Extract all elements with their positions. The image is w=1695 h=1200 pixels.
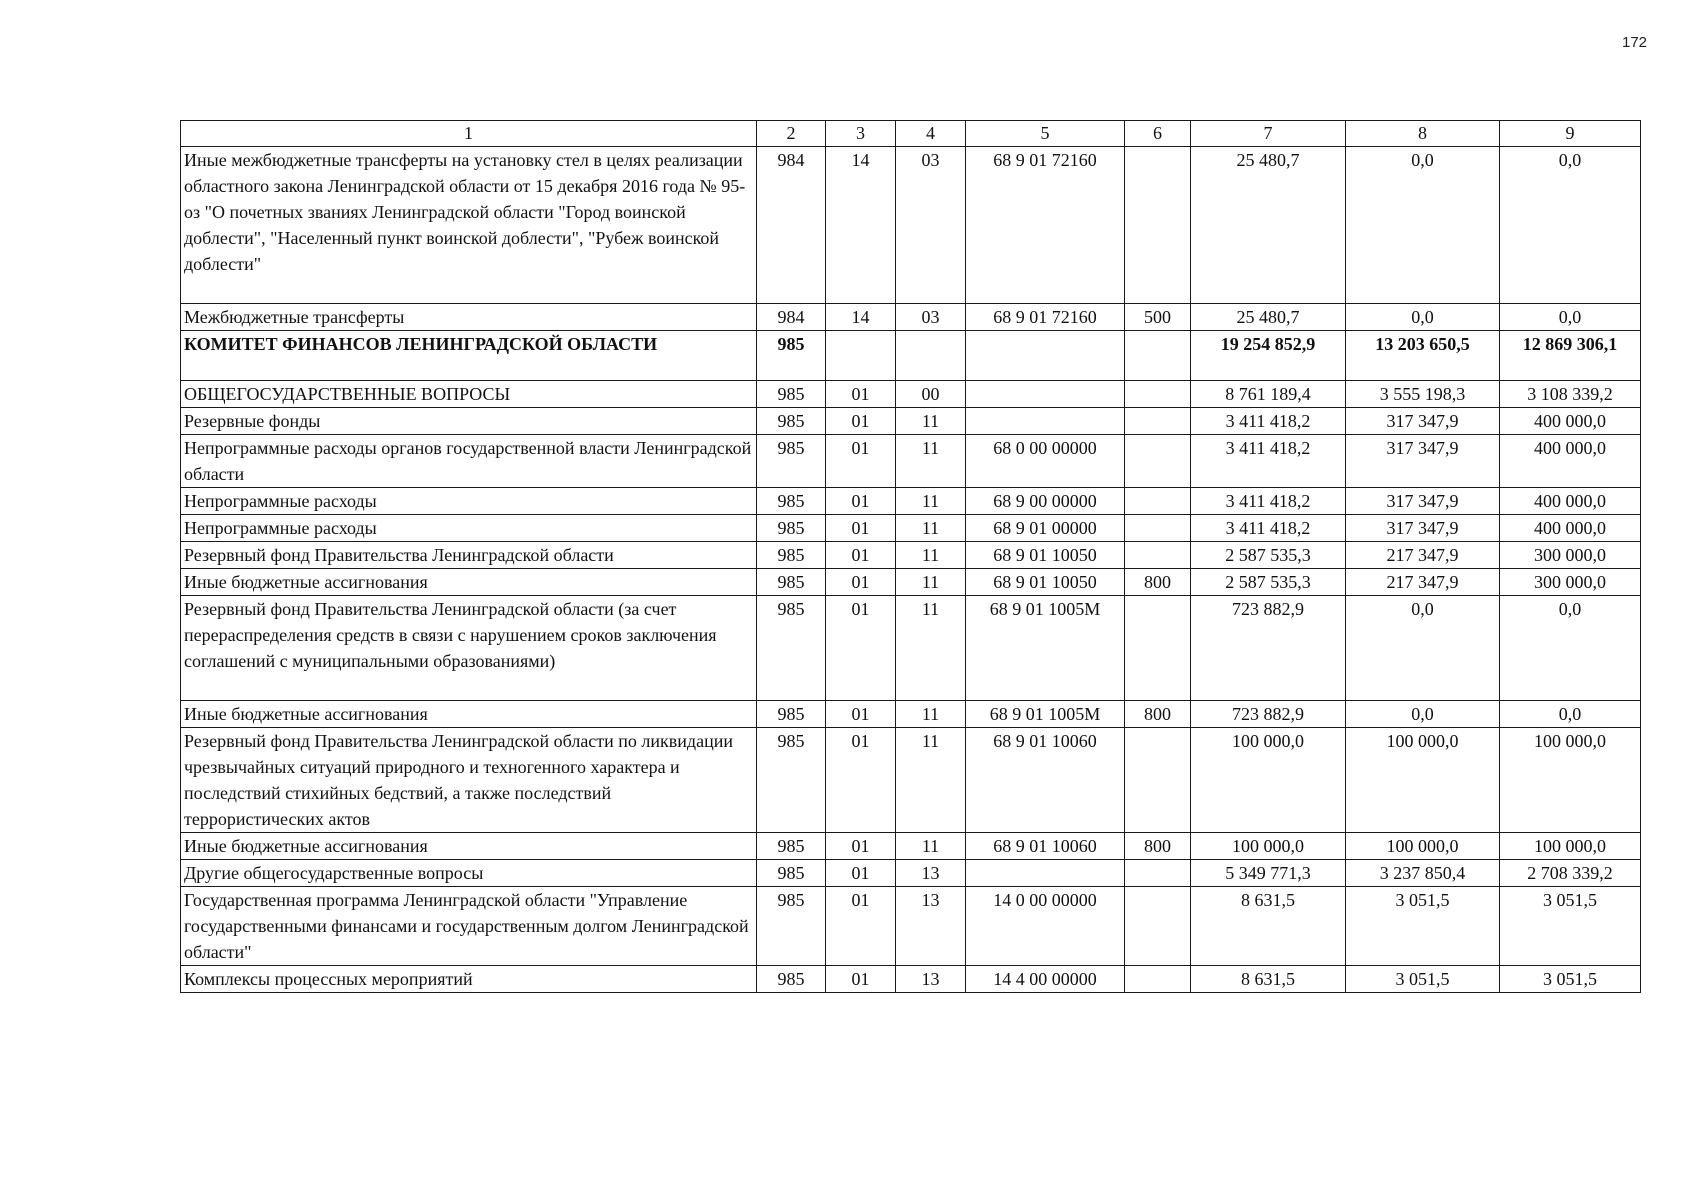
- row-amount-year1-cell: 25 480,7: [1191, 147, 1346, 304]
- row-amount-year1-cell: 8 761 189,4: [1191, 381, 1346, 408]
- row-target-article-cell: [966, 860, 1125, 887]
- table-row: [181, 515, 1641, 542]
- row-amount-year2-cell: 0,0: [1346, 701, 1500, 728]
- row-section-cell: 01: [826, 728, 896, 833]
- row-amount-year3-cell: 0,0: [1500, 701, 1641, 728]
- row-expense-type-cell: [1125, 435, 1191, 488]
- row-target-article-cell: 68 9 01 10050: [966, 542, 1125, 569]
- row-grbs-cell: 984: [757, 304, 826, 331]
- row-amount-year3-cell: 100 000,0: [1500, 833, 1641, 860]
- row-subsection-cell: 13: [896, 860, 966, 887]
- row-amount-year1-cell: 723 882,9: [1191, 701, 1346, 728]
- row-grbs-cell: 985: [757, 860, 826, 887]
- row-section-cell: 01: [826, 966, 896, 993]
- row-amount-year2-cell: 3 555 198,3: [1346, 381, 1500, 408]
- row-subsection-cell: 13: [896, 966, 966, 993]
- row-grbs-cell: 985: [757, 887, 826, 966]
- row-name-cell: ОБЩЕГОСУДАРСТВЕННЫЕ ВОПРОСЫ: [181, 381, 757, 408]
- row-target-article-cell: 68 9 01 10060: [966, 833, 1125, 860]
- row-grbs-cell: 985: [757, 408, 826, 435]
- row-section-cell: 01: [826, 435, 896, 488]
- row-amount-year3-cell: 3 051,5: [1500, 966, 1641, 993]
- row-amount-year3-cell: 0,0: [1500, 596, 1641, 701]
- table-row: [181, 701, 1641, 728]
- row-amount-year2-cell: 0,0: [1346, 596, 1500, 701]
- table-row: [181, 966, 1641, 993]
- row-name-cell: Резервные фонды: [181, 408, 757, 435]
- row-amount-year1-cell: 2 587 535,3: [1191, 542, 1346, 569]
- row-subsection-cell: 11: [896, 569, 966, 596]
- row-section-cell: 01: [826, 542, 896, 569]
- table-row: [181, 728, 1641, 833]
- row-amount-year3-cell: 0,0: [1500, 147, 1641, 304]
- table-row: [181, 860, 1641, 887]
- row-expense-type-cell: 500: [1125, 304, 1191, 331]
- row-subsection-cell: 03: [896, 304, 966, 331]
- row-amount-year1-cell: 100 000,0: [1191, 728, 1346, 833]
- row-name-cell: Иные бюджетные ассигнования: [181, 569, 757, 596]
- row-grbs-cell: 985: [757, 542, 826, 569]
- row-expense-type-cell: [1125, 515, 1191, 542]
- row-target-article-cell: 14 0 00 00000: [966, 887, 1125, 966]
- row-subsection-cell: 11: [896, 515, 966, 542]
- row-grbs-cell: 985: [757, 701, 826, 728]
- row-target-article-cell: 68 9 01 00000: [966, 515, 1125, 542]
- header-cell: 9: [1500, 121, 1641, 147]
- table-row: [181, 147, 1641, 304]
- row-section-cell: 14: [826, 147, 896, 304]
- table-row: [181, 833, 1641, 860]
- row-amount-year3-cell: 2 708 339,2: [1500, 860, 1641, 887]
- row-section-cell: 01: [826, 515, 896, 542]
- row-grbs-cell: 985: [757, 728, 826, 833]
- row-section-cell: 01: [826, 701, 896, 728]
- row-name-cell: Комплексы процессных мероприятий: [181, 966, 757, 993]
- row-grbs-cell: 985: [757, 515, 826, 542]
- row-target-article-cell: 68 9 01 10060: [966, 728, 1125, 833]
- row-target-article-cell: [966, 408, 1125, 435]
- row-section-cell: 01: [826, 596, 896, 701]
- row-expense-type-cell: [1125, 381, 1191, 408]
- row-amount-year1-cell: 3 411 418,2: [1191, 515, 1346, 542]
- row-expense-type-cell: [1125, 147, 1191, 304]
- header-cell: 8: [1346, 121, 1500, 147]
- row-name-cell: Резервный фонд Правительства Ленинградской области по ликвидации чрезвычайных ситуаций природного и техногенного характера и последствий стихийных бедствий, а также последствий террористических актов: [181, 728, 757, 833]
- row-target-article-cell: 68 9 01 1005М: [966, 701, 1125, 728]
- row-name-cell: Непрограммные расходы: [181, 515, 757, 542]
- row-name-cell: Непрограммные расходы органов государственной власти Ленинградской области: [181, 435, 757, 488]
- row-name-cell: Другие общегосударственные вопросы: [181, 860, 757, 887]
- row-section-cell: 01: [826, 569, 896, 596]
- row-amount-year2-cell: 317 347,9: [1346, 488, 1500, 515]
- header-row: [181, 121, 1641, 147]
- row-amount-year3-cell: 0,0: [1500, 304, 1641, 331]
- row-expense-type-cell: 800: [1125, 833, 1191, 860]
- row-subsection-cell: 13: [896, 887, 966, 966]
- table-row: [181, 304, 1641, 331]
- row-amount-year3-cell: 400 000,0: [1500, 515, 1641, 542]
- row-amount-year2-cell: 317 347,9: [1346, 515, 1500, 542]
- row-subsection-cell: 00: [896, 381, 966, 408]
- row-section-cell: 01: [826, 408, 896, 435]
- row-grbs-cell: 985: [757, 331, 826, 381]
- row-expense-type-cell: 800: [1125, 569, 1191, 596]
- row-name-cell: КОМИТЕТ ФИНАНСОВ ЛЕНИНГРАДСКОЙ ОБЛАСТИ: [181, 331, 757, 381]
- row-expense-type-cell: [1125, 488, 1191, 515]
- row-section-cell: 01: [826, 381, 896, 408]
- row-amount-year2-cell: 100 000,0: [1346, 728, 1500, 833]
- row-amount-year3-cell: 400 000,0: [1500, 435, 1641, 488]
- row-amount-year2-cell: 3 051,5: [1346, 966, 1500, 993]
- row-amount-year3-cell: 12 869 306,1: [1500, 331, 1641, 381]
- row-amount-year3-cell: 400 000,0: [1500, 408, 1641, 435]
- row-expense-type-cell: [1125, 728, 1191, 833]
- row-grbs-cell: 984: [757, 147, 826, 304]
- header-cell: 7: [1191, 121, 1346, 147]
- table-row: [181, 331, 1641, 381]
- row-name-cell: Иные бюджетные ассигнования: [181, 701, 757, 728]
- table-row: [181, 488, 1641, 515]
- row-subsection-cell: 11: [896, 488, 966, 515]
- table-row: [181, 887, 1641, 966]
- row-amount-year2-cell: 217 347,9: [1346, 569, 1500, 596]
- row-expense-type-cell: [1125, 331, 1191, 381]
- row-name-cell: Государственная программа Ленинградской области "Управление государственными финансами и государственным долгом Ленинградской области": [181, 887, 757, 966]
- table-body: [181, 147, 1641, 993]
- row-section-cell: 01: [826, 488, 896, 515]
- table-row: [181, 381, 1641, 408]
- row-amount-year3-cell: 300 000,0: [1500, 569, 1641, 596]
- row-amount-year3-cell: 400 000,0: [1500, 488, 1641, 515]
- header-cell: 5: [966, 121, 1125, 147]
- table-row: [181, 569, 1641, 596]
- header-cell: 1: [181, 121, 757, 147]
- row-expense-type-cell: [1125, 887, 1191, 966]
- row-subsection-cell: 11: [896, 408, 966, 435]
- row-amount-year2-cell: 3 237 850,4: [1346, 860, 1500, 887]
- row-target-article-cell: 68 9 01 1005М: [966, 596, 1125, 701]
- row-amount-year1-cell: 8 631,5: [1191, 887, 1346, 966]
- row-expense-type-cell: [1125, 596, 1191, 701]
- row-name-cell: Иные межбюджетные трансферты на установку стел в целях реализации областного закона Ленинградской области от 15 декабря 2016 года № 95-оз "О почетных званиях Ленинградской области "Город воинской доблести", "Населенный пункт воинской доблести", "Рубеж воинской доблести": [181, 147, 757, 304]
- row-name-cell: Иные бюджетные ассигнования: [181, 833, 757, 860]
- row-amount-year1-cell: 8 631,5: [1191, 966, 1346, 993]
- row-amount-year2-cell: 3 051,5: [1346, 887, 1500, 966]
- row-expense-type-cell: [1125, 408, 1191, 435]
- row-target-article-cell: [966, 381, 1125, 408]
- row-amount-year1-cell: 723 882,9: [1191, 596, 1346, 701]
- row-amount-year2-cell: 0,0: [1346, 147, 1500, 304]
- table-row: [181, 408, 1641, 435]
- row-name-cell: Межбюджетные трансферты: [181, 304, 757, 331]
- row-amount-year1-cell: 3 411 418,2: [1191, 488, 1346, 515]
- table-row: [181, 542, 1641, 569]
- row-target-article-cell: [966, 331, 1125, 381]
- header-cell: 6: [1125, 121, 1191, 147]
- row-subsection-cell: [896, 331, 966, 381]
- row-grbs-cell: 985: [757, 569, 826, 596]
- row-grbs-cell: 985: [757, 488, 826, 515]
- row-expense-type-cell: [1125, 542, 1191, 569]
- row-grbs-cell: 985: [757, 381, 826, 408]
- row-section-cell: [826, 331, 896, 381]
- row-amount-year2-cell: 100 000,0: [1346, 833, 1500, 860]
- row-target-article-cell: 14 4 00 00000: [966, 966, 1125, 993]
- row-amount-year1-cell: 2 587 535,3: [1191, 569, 1346, 596]
- row-grbs-cell: 985: [757, 833, 826, 860]
- row-amount-year2-cell: 317 347,9: [1346, 435, 1500, 488]
- row-subsection-cell: 11: [896, 728, 966, 833]
- row-target-article-cell: 68 9 01 72160: [966, 304, 1125, 331]
- header-cell: 4: [896, 121, 966, 147]
- row-amount-year2-cell: 0,0: [1346, 304, 1500, 331]
- row-name-cell: Резервный фонд Правительства Ленинградской области (за счет перераспределения средств в связи с нарушением сроков заключения соглашений с муниципальными образованиями): [181, 596, 757, 701]
- row-amount-year2-cell: 13 203 650,5: [1346, 331, 1500, 381]
- row-amount-year1-cell: 19 254 852,9: [1191, 331, 1346, 381]
- row-expense-type-cell: [1125, 860, 1191, 887]
- table-row: [181, 596, 1641, 701]
- row-amount-year1-cell: 100 000,0: [1191, 833, 1346, 860]
- row-target-article-cell: 68 9 01 72160: [966, 147, 1125, 304]
- page-number: 172: [1622, 34, 1648, 51]
- row-subsection-cell: 11: [896, 542, 966, 569]
- row-target-article-cell: 68 0 00 00000: [966, 435, 1125, 488]
- header-cell: 2: [757, 121, 826, 147]
- row-subsection-cell: 11: [896, 596, 966, 701]
- row-amount-year2-cell: 317 347,9: [1346, 408, 1500, 435]
- row-grbs-cell: 985: [757, 966, 826, 993]
- row-grbs-cell: 985: [757, 596, 826, 701]
- row-section-cell: 01: [826, 887, 896, 966]
- row-amount-year3-cell: 3 108 339,2: [1500, 381, 1641, 408]
- row-target-article-cell: 68 9 00 00000: [966, 488, 1125, 515]
- row-expense-type-cell: 800: [1125, 701, 1191, 728]
- row-amount-year3-cell: 300 000,0: [1500, 542, 1641, 569]
- row-subsection-cell: 11: [896, 435, 966, 488]
- header-cell: 3: [826, 121, 896, 147]
- row-amount-year2-cell: 217 347,9: [1346, 542, 1500, 569]
- row-subsection-cell: 11: [896, 833, 966, 860]
- row-name-cell: Непрограммные расходы: [181, 488, 757, 515]
- row-amount-year1-cell: 3 411 418,2: [1191, 435, 1346, 488]
- row-amount-year1-cell: 25 480,7: [1191, 304, 1346, 331]
- row-expense-type-cell: [1125, 966, 1191, 993]
- budget-table: [180, 120, 1641, 993]
- row-name-cell: Резервный фонд Правительства Ленинградской области: [181, 542, 757, 569]
- row-amount-year1-cell: 3 411 418,2: [1191, 408, 1346, 435]
- row-grbs-cell: 985: [757, 435, 826, 488]
- row-section-cell: 01: [826, 833, 896, 860]
- row-amount-year1-cell: 5 349 771,3: [1191, 860, 1346, 887]
- row-section-cell: 01: [826, 860, 896, 887]
- row-section-cell: 14: [826, 304, 896, 331]
- row-amount-year3-cell: 100 000,0: [1500, 728, 1641, 833]
- table-row: [181, 435, 1641, 488]
- row-amount-year3-cell: 3 051,5: [1500, 887, 1641, 966]
- row-subsection-cell: 03: [896, 147, 966, 304]
- row-target-article-cell: 68 9 01 10050: [966, 569, 1125, 596]
- row-subsection-cell: 11: [896, 701, 966, 728]
